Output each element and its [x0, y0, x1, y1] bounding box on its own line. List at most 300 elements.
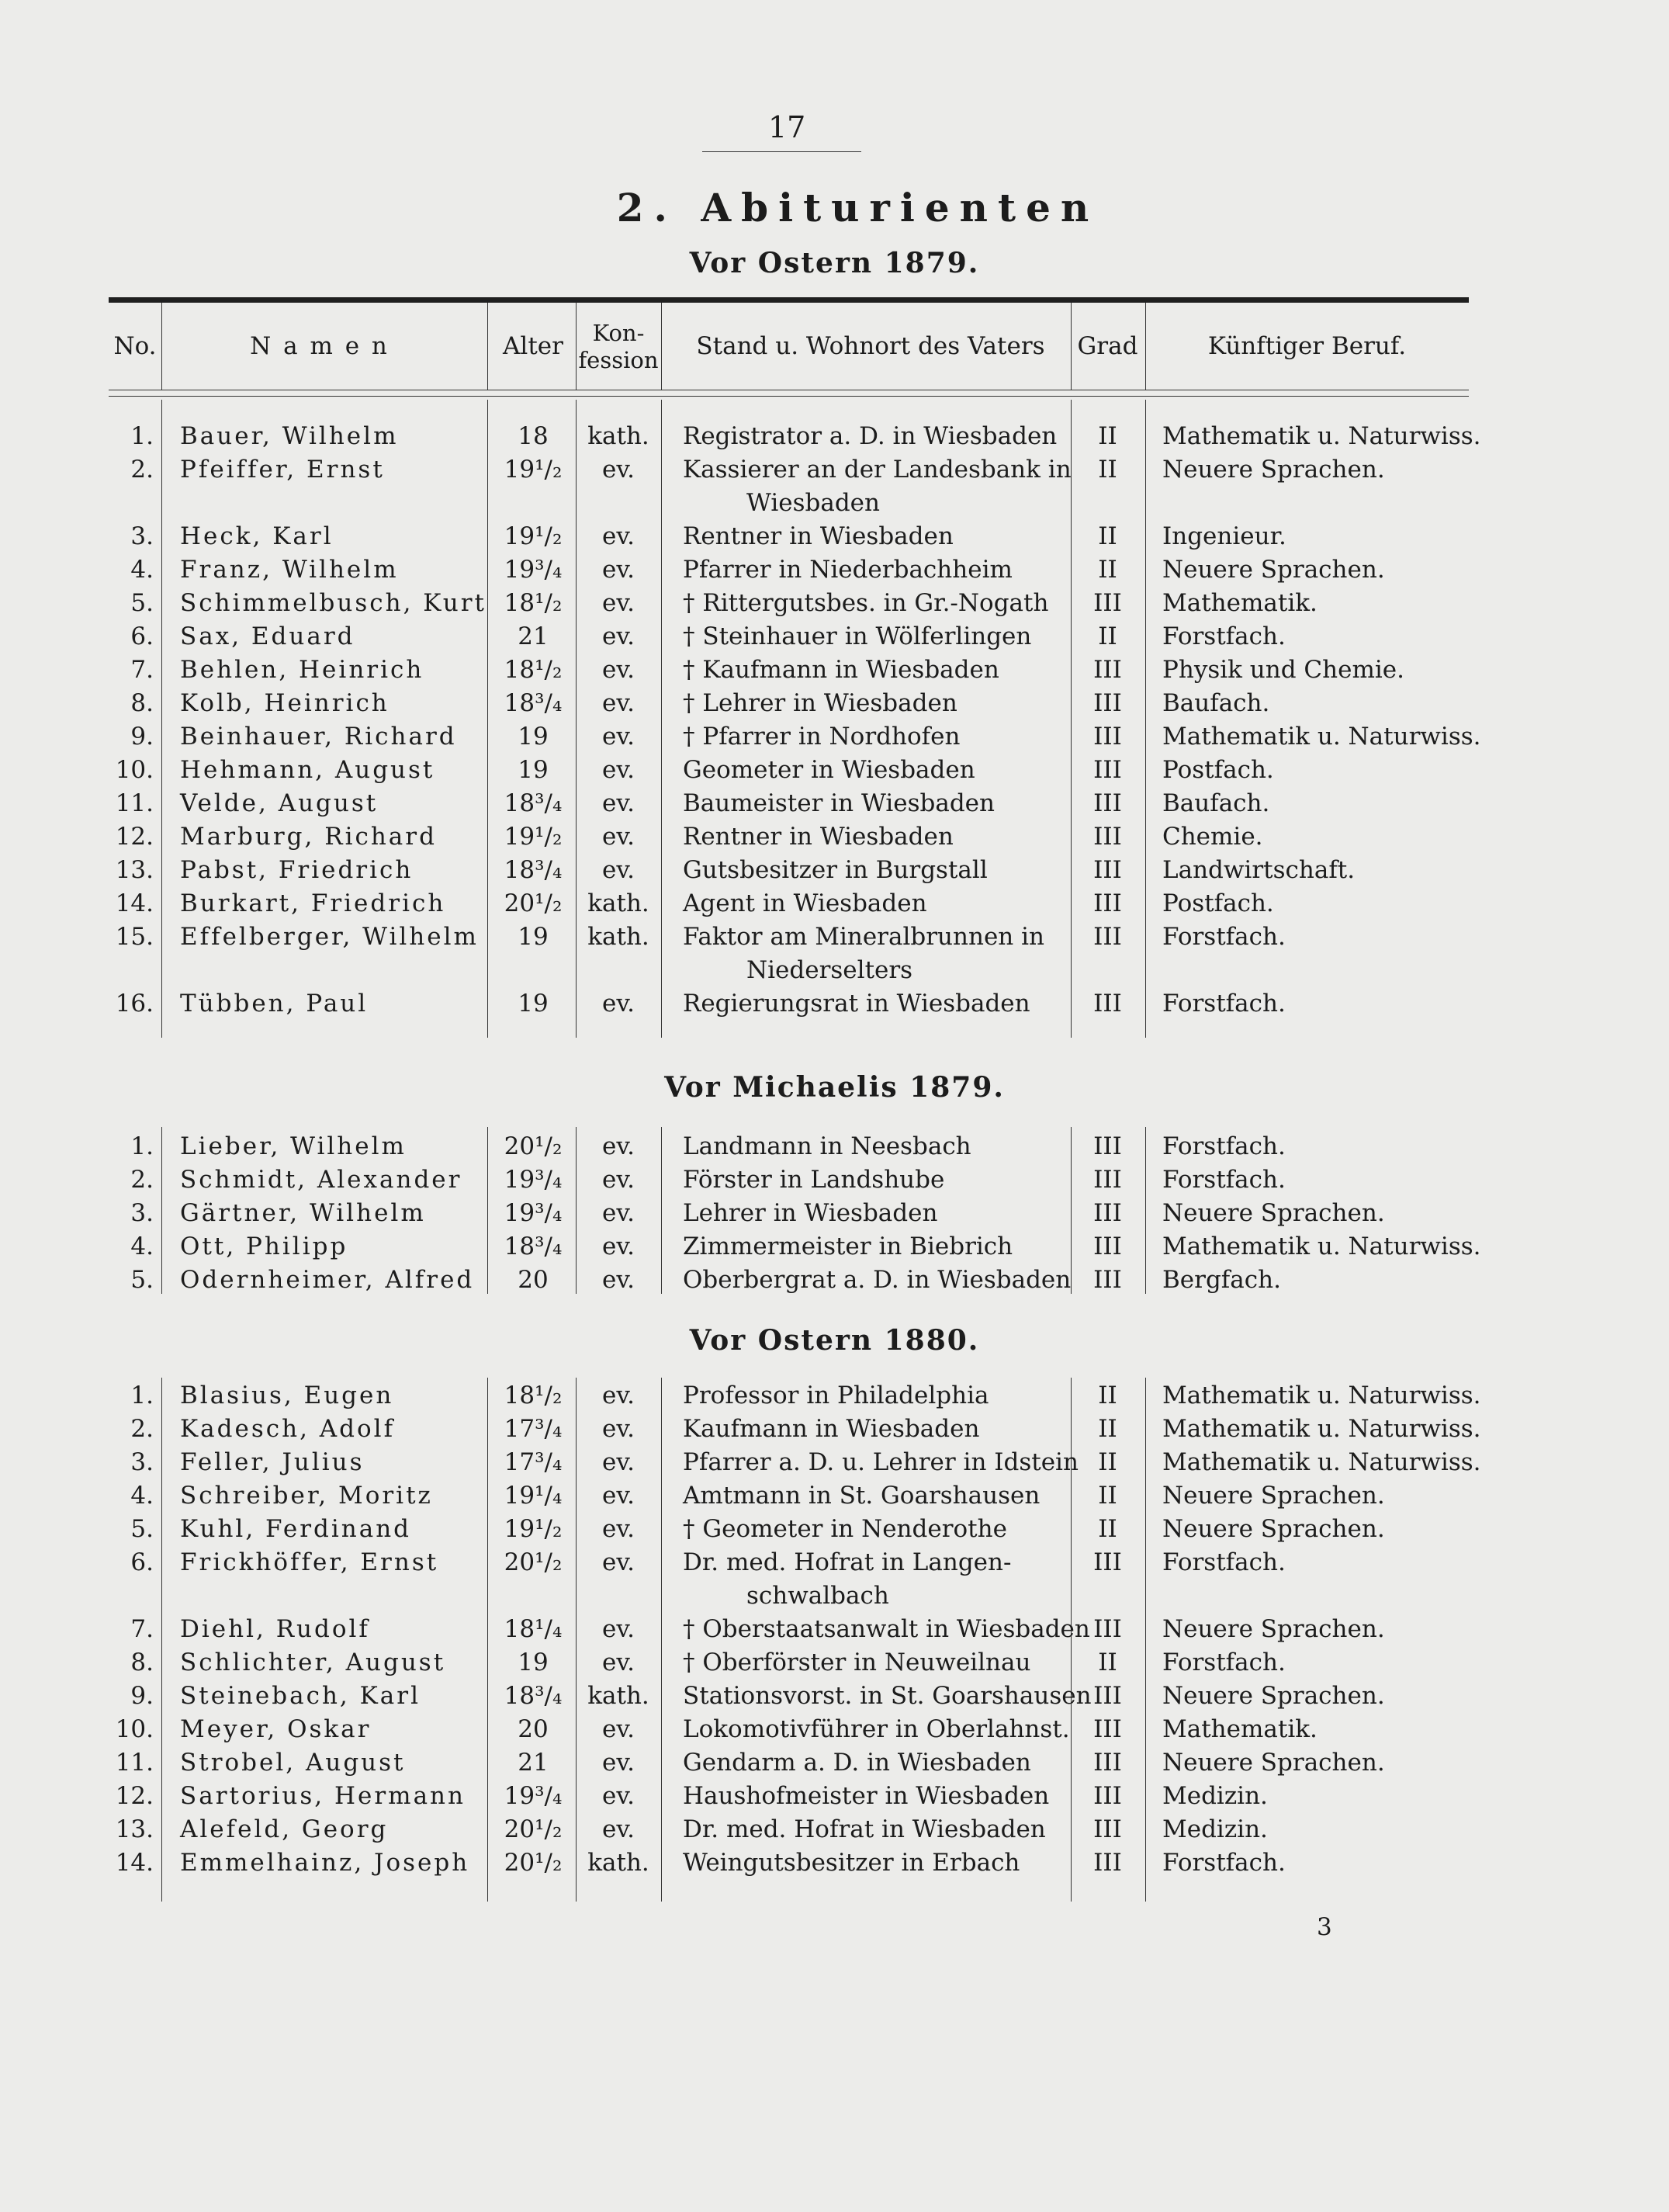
confession: ev. [601, 1132, 635, 1160]
grade: III [1093, 923, 1122, 951]
student-name: Beinhauer, Richard [180, 723, 457, 751]
father-occupation: Registrator a. D. in Wiesbaden [683, 422, 1058, 450]
grade: II [1098, 1415, 1117, 1443]
father-occupation-continued: Niederselters [746, 956, 913, 984]
grade: III [1093, 990, 1122, 1018]
father-occupation: Geometer in Wiesbaden [683, 756, 975, 784]
grade: II [1098, 1649, 1117, 1676]
student-name: Kolb, Heinrich [180, 689, 390, 717]
student-age: 19³/₄ [504, 1782, 563, 1810]
student-age: 19 [518, 1649, 549, 1676]
confession: ev. [601, 656, 635, 684]
father-occupation: Stationsvorst. in St. Goarshausen [683, 1682, 1092, 1710]
row-number: 8. [130, 1649, 154, 1676]
grade: II [1098, 1515, 1117, 1543]
student-name: Sax, Eduard [180, 622, 355, 650]
grade: III [1093, 689, 1122, 717]
student-name: Ott, Philipp [180, 1233, 348, 1260]
student-age: 20 [518, 1715, 549, 1743]
student-name: Heck, Karl [180, 522, 334, 550]
row-number: 5. [130, 589, 154, 617]
grade: III [1093, 1849, 1122, 1877]
father-occupation: † Rittergutsbes. in Gr.-Nogath [683, 589, 1049, 617]
row-number: 6. [130, 622, 154, 650]
confession: ev. [601, 1649, 635, 1676]
student-name: Kuhl, Ferdinand [180, 1515, 412, 1543]
future-profession: Forstfach. [1162, 1649, 1286, 1676]
future-profession: Mathematik. [1162, 1715, 1318, 1743]
table-row [0, 1715, 1669, 1749]
student-name: Lieber, Wilhelm [180, 1132, 407, 1160]
confession: ev. [601, 1382, 635, 1409]
grade: II [1098, 556, 1117, 584]
grade: III [1093, 789, 1122, 817]
father-occupation: † Lehrer in Wiesbaden [683, 689, 957, 717]
confession: ev. [601, 1815, 635, 1843]
student-age: 19¹/₂ [504, 522, 563, 550]
table-row [0, 422, 1669, 456]
row-number: 7. [130, 656, 154, 684]
grade: III [1093, 1166, 1122, 1194]
row-number: 10. [115, 756, 154, 784]
grade: III [1093, 756, 1122, 784]
future-profession: Mathematik u. Naturwiss. [1162, 422, 1481, 450]
father-occupation: Professor in Philadelphia [683, 1382, 989, 1409]
page-number: 17 [768, 110, 806, 144]
student-name: Kadesch, Adolf [180, 1415, 396, 1443]
column-rule [661, 303, 662, 390]
table-row [0, 522, 1669, 556]
confession: ev. [601, 1233, 635, 1260]
future-profession: Forstfach. [1162, 622, 1286, 650]
row-number: 4. [130, 556, 154, 584]
confession: ev. [601, 589, 635, 617]
row-number: 5. [130, 1515, 154, 1543]
future-profession: Landwirtschaft. [1162, 856, 1356, 884]
student-name: Marburg, Richard [180, 823, 437, 851]
father-occupation: Oberbergrat a. D. in Wiesbaden [683, 1266, 1072, 1294]
student-age: 20¹/₂ [504, 889, 563, 917]
future-profession: Neuere Sprachen. [1162, 1515, 1385, 1543]
table-row [0, 889, 1669, 924]
father-occupation: † Pfarrer in Nordhofen [683, 723, 961, 751]
confession: ev. [601, 622, 635, 650]
student-name: Pabst, Friedrich [180, 856, 414, 884]
page-number-rule [702, 151, 861, 152]
table-row [0, 1415, 1669, 1449]
row-number: 3. [130, 1448, 154, 1476]
row-number: 15. [115, 923, 154, 951]
father-occupation: Amtmann in St. Goarshausen [683, 1482, 1041, 1510]
future-profession: Forstfach. [1162, 1548, 1286, 1576]
row-number: 13. [115, 856, 154, 884]
row-number: 11. [115, 1749, 154, 1777]
future-profession: Forstfach. [1162, 1849, 1286, 1877]
table-row [0, 1199, 1669, 1233]
student-age: 19³/₄ [504, 1166, 563, 1194]
table-row [0, 589, 1669, 623]
student-name: Emmelhainz, Joseph [180, 1849, 470, 1877]
row-number: 10. [115, 1715, 154, 1743]
table-row [0, 1782, 1669, 1816]
student-age: 17³/₄ [504, 1415, 563, 1443]
row-number: 5. [130, 1266, 154, 1294]
future-profession: Physik und Chemie. [1162, 656, 1404, 684]
student-age: 18¹/₂ [504, 1382, 563, 1409]
father-occupation: Pfarrer in Niederbachheim [683, 556, 1013, 584]
grade: III [1093, 1233, 1122, 1260]
confession: kath. [587, 923, 649, 951]
confession: ev. [601, 789, 635, 817]
confession: kath. [587, 422, 649, 450]
student-name: Feller, Julius [180, 1448, 365, 1476]
grade: III [1093, 1715, 1122, 1743]
header-stand: Stand u. Wohnort des Vaters [696, 332, 1045, 360]
row-number: 2. [130, 1415, 154, 1443]
table-top-rule [109, 297, 1469, 303]
father-occupation: † Steinhauer in Wölferlingen [683, 622, 1032, 650]
father-occupation: Haushofmeister in Wiesbaden [683, 1782, 1050, 1810]
header-grad: Grad [1077, 332, 1138, 360]
confession: ev. [601, 456, 635, 484]
table-row [0, 1266, 1669, 1300]
father-occupation: Gutsbesitzer in Burgstall [683, 856, 988, 884]
header-name: N a m e n [250, 332, 390, 360]
confession: ev. [601, 1415, 635, 1443]
confession: ev. [601, 1548, 635, 1576]
row-number: 3. [130, 522, 154, 550]
table-row [0, 990, 1669, 1024]
student-name: Frickhöffer, Ernst [180, 1548, 439, 1576]
grade: II [1098, 1382, 1117, 1409]
row-number: 4. [130, 1233, 154, 1260]
column-rule [1145, 303, 1146, 390]
future-profession: Neuere Sprachen. [1162, 556, 1385, 584]
section-title: 2. Abiturienten [616, 185, 1099, 231]
student-age: 18¹/₂ [504, 656, 563, 684]
row-number: 4. [130, 1482, 154, 1510]
table-row [0, 1515, 1669, 1549]
table-row [0, 856, 1669, 890]
student-name: Effelberger, Wilhelm [180, 923, 479, 951]
student-name: Bauer, Wilhelm [180, 422, 399, 450]
confession: ev. [601, 522, 635, 550]
grade: III [1093, 1782, 1122, 1810]
future-profession: Forstfach. [1162, 990, 1286, 1018]
student-name: Diehl, Rudolf [180, 1615, 370, 1643]
future-profession: Forstfach. [1162, 1132, 1286, 1160]
row-number: 14. [115, 1849, 154, 1877]
student-age: 18³/₄ [504, 1233, 563, 1260]
grade: III [1093, 1815, 1122, 1843]
row-number: 1. [130, 1132, 154, 1160]
table-row [0, 923, 1669, 957]
future-profession: Neuere Sprachen. [1162, 456, 1385, 484]
father-occupation: Weingutsbesitzer in Erbach [683, 1849, 1020, 1877]
father-occupation: Faktor am Mineralbrunnen in [683, 923, 1044, 951]
future-profession: Mathematik. [1162, 589, 1318, 617]
future-profession: Mathematik u. Naturwiss. [1162, 723, 1481, 751]
grade: III [1093, 1682, 1122, 1710]
table-row [0, 823, 1669, 857]
future-profession: Forstfach. [1162, 923, 1286, 951]
table-row [0, 1448, 1669, 1482]
confession: ev. [601, 823, 635, 851]
student-name: Blasius, Eugen [180, 1382, 394, 1409]
table-row [0, 789, 1669, 823]
future-profession: Neuere Sprachen. [1162, 1615, 1385, 1643]
future-profession: Mathematik u. Naturwiss. [1162, 1415, 1481, 1443]
row-number: 7. [130, 1615, 154, 1643]
student-name: Schlichter, August [180, 1649, 446, 1676]
row-number: 2. [130, 1166, 154, 1194]
student-name: Schimmelbusch, Kurt [180, 589, 487, 617]
confession: kath. [587, 889, 649, 917]
grade: II [1098, 622, 1117, 650]
student-name: Tübben, Paul [180, 990, 369, 1018]
table-row [0, 1548, 1669, 1583]
table-row [0, 1815, 1669, 1850]
table-row [0, 1132, 1669, 1167]
father-occupation: Kaufmann in Wiesbaden [683, 1415, 980, 1443]
student-age: 20 [518, 1266, 549, 1294]
table-row [0, 456, 1669, 490]
father-occupation: Kassierer an der Landesbank in [683, 456, 1072, 484]
grade: II [1098, 456, 1117, 484]
student-age: 21 [518, 1749, 549, 1777]
future-profession: Mathematik u. Naturwiss. [1162, 1382, 1481, 1409]
future-profession: Baufach. [1162, 689, 1270, 717]
row-number: 1. [130, 422, 154, 450]
student-age: 19 [518, 756, 549, 784]
student-name: Odernheimer, Alfred [180, 1266, 475, 1294]
father-occupation: Dr. med. Hofrat in Wiesbaden [683, 1815, 1046, 1843]
signature-mark: 3 [1317, 1913, 1332, 1941]
student-age: 19¹/₂ [504, 823, 563, 851]
grade: III [1093, 589, 1122, 617]
table-row [0, 1382, 1669, 1416]
student-age: 20¹/₂ [504, 1815, 563, 1843]
table-row [0, 556, 1669, 590]
grade: III [1093, 889, 1122, 917]
student-name: Sartorius, Hermann [180, 1782, 466, 1810]
grade: II [1098, 522, 1117, 550]
row-number: 3. [130, 1199, 154, 1227]
confession: ev. [601, 556, 635, 584]
student-name: Burkart, Friedrich [180, 889, 446, 917]
father-occupation: † Oberförster in Neuweilnau [683, 1649, 1031, 1676]
row-number: 13. [115, 1815, 154, 1843]
table-row [0, 1615, 1669, 1649]
future-profession: Mathematik u. Naturwiss. [1162, 1448, 1481, 1476]
header-alter: Alter [503, 332, 563, 360]
column-rule [161, 303, 162, 390]
table-row [0, 656, 1669, 690]
student-age: 20¹/₂ [504, 1132, 563, 1160]
future-profession: Medizin. [1162, 1782, 1268, 1810]
column-rule [576, 303, 577, 390]
father-occupation: † Oberstaatsanwalt in Wiesbaden [683, 1615, 1090, 1643]
student-age: 17³/₄ [504, 1448, 563, 1476]
table-row [0, 1682, 1669, 1716]
grade: III [1093, 1266, 1122, 1294]
student-age: 19 [518, 990, 549, 1018]
row-number: 11. [115, 789, 154, 817]
future-profession: Chemie. [1162, 823, 1263, 851]
future-profession: Ingenieur. [1162, 522, 1286, 550]
student-age: 20¹/₂ [504, 1548, 563, 1576]
grade: II [1098, 422, 1117, 450]
confession: ev. [601, 1715, 635, 1743]
father-occupation: Regierungsrat in Wiesbaden [683, 990, 1030, 1018]
table-row [0, 1849, 1669, 1883]
student-age: 18 [518, 422, 549, 450]
confession: ev. [601, 990, 635, 1018]
future-profession: Postfach. [1162, 889, 1274, 917]
father-occupation: Baumeister in Wiesbaden [683, 789, 995, 817]
future-profession: Neuere Sprachen. [1162, 1682, 1385, 1710]
future-profession: Mathematik u. Naturwiss. [1162, 1233, 1481, 1260]
father-occupation: Förster in Landshube [683, 1166, 945, 1194]
grade: III [1093, 1749, 1122, 1777]
student-age: 21 [518, 622, 549, 650]
confession: ev. [601, 1782, 635, 1810]
future-profession: Neuere Sprachen. [1162, 1482, 1385, 1510]
student-age: 19³/₄ [504, 1199, 563, 1227]
father-occupation: Dr. med. Hofrat in Langen- [683, 1548, 1012, 1576]
future-profession: Medizin. [1162, 1815, 1268, 1843]
future-profession: Bergfach. [1162, 1266, 1281, 1294]
table-row [0, 1482, 1669, 1516]
student-age: 19 [518, 923, 549, 951]
father-occupation: Pfarrer a. D. u. Lehrer in Idstein [683, 1448, 1079, 1476]
confession: ev. [601, 756, 635, 784]
father-occupation: Lokomotivführer in Oberlahnst. [683, 1715, 1070, 1743]
student-name: Meyer, Oskar [180, 1715, 372, 1743]
student-age: 18³/₄ [504, 1682, 563, 1710]
column-rule [487, 303, 488, 390]
row-number: 14. [115, 889, 154, 917]
confession: ev. [601, 1749, 635, 1777]
row-number: 12. [115, 1782, 154, 1810]
grade: III [1093, 1615, 1122, 1643]
student-age: 18³/₄ [504, 789, 563, 817]
grade: II [1098, 1482, 1117, 1510]
grade: III [1093, 723, 1122, 751]
header-konfession-line1: Kon- [592, 320, 645, 346]
table-row [0, 622, 1669, 657]
grade: II [1098, 1448, 1117, 1476]
father-occupation: † Geometer in Nenderothe [683, 1515, 1007, 1543]
header-beruf: Künftiger Beruf. [1207, 332, 1407, 360]
group-heading: Vor Ostern 1880. [689, 1324, 980, 1357]
student-name: Behlen, Heinrich [180, 656, 424, 684]
father-occupation: Rentner in Wiesbaden [683, 522, 954, 550]
grade: III [1093, 1548, 1122, 1576]
row-number: 1. [130, 1382, 154, 1409]
confession: ev. [601, 689, 635, 717]
student-name: Velde, August [180, 789, 379, 817]
group-heading: Vor Ostern 1879. [689, 247, 980, 279]
father-occupation: † Kaufmann in Wiesbaden [683, 656, 999, 684]
table-row [0, 1233, 1669, 1267]
header-konfession-line2: fession [578, 346, 659, 373]
confession: ev. [601, 723, 635, 751]
future-profession: Neuere Sprachen. [1162, 1199, 1385, 1227]
father-occupation-continued: schwalbach [746, 1582, 889, 1610]
student-name: Franz, Wilhelm [180, 556, 399, 584]
row-number: 6. [130, 1548, 154, 1576]
future-profession: Postfach. [1162, 756, 1274, 784]
confession: ev. [601, 1482, 635, 1510]
student-age: 19³/₄ [504, 556, 563, 584]
row-number: 9. [130, 723, 154, 751]
confession: kath. [587, 1682, 649, 1710]
student-age: 20¹/₂ [504, 1849, 563, 1877]
table-row [0, 723, 1669, 757]
header-no: No. [113, 332, 157, 360]
future-profession: Forstfach. [1162, 1166, 1286, 1194]
student-name: Gärtner, Wilhelm [180, 1199, 426, 1227]
father-occupation: Zimmermeister in Biebrich [683, 1233, 1013, 1260]
row-number: 9. [130, 1682, 154, 1710]
table-row [0, 1649, 1669, 1683]
confession: ev. [601, 1266, 635, 1294]
father-occupation-continued: Wiesbaden [746, 489, 880, 517]
table-row [0, 1166, 1669, 1200]
student-name: Schreiber, Moritz [180, 1482, 433, 1510]
student-name: Pfeiffer, Ernst [180, 456, 385, 484]
grade: III [1093, 856, 1122, 884]
student-name: Schmidt, Alexander [180, 1166, 462, 1194]
future-profession: Neuere Sprachen. [1162, 1749, 1385, 1777]
father-occupation: Lehrer in Wiesbaden [683, 1199, 938, 1227]
student-age: 18³/₄ [504, 689, 563, 717]
student-name: Strobel, August [180, 1749, 406, 1777]
table-row [0, 1749, 1669, 1783]
header-bottom-rule [109, 396, 1469, 397]
group-heading: Vor Michaelis 1879. [664, 1071, 1005, 1104]
student-name: Hehmann, August [180, 756, 435, 784]
confession: ev. [601, 1515, 635, 1543]
table-row [0, 689, 1669, 723]
confession: ev. [601, 856, 635, 884]
student-age: 19¹/₄ [504, 1482, 563, 1510]
confession: ev. [601, 1448, 635, 1476]
confession: ev. [601, 1615, 635, 1643]
grade: III [1093, 1199, 1122, 1227]
father-occupation: Rentner in Wiesbaden [683, 823, 954, 851]
confession: ev. [601, 1199, 635, 1227]
grade: III [1093, 1132, 1122, 1160]
header-konfession [577, 320, 660, 374]
student-name: Alefeld, Georg [180, 1815, 389, 1843]
row-number: 2. [130, 456, 154, 484]
table-row [0, 756, 1669, 790]
student-age: 19 [518, 723, 549, 751]
confession: ev. [601, 1166, 635, 1194]
row-number: 16. [115, 990, 154, 1018]
student-age: 19¹/₂ [504, 1515, 563, 1543]
grade: III [1093, 823, 1122, 851]
student-age: 18¹/₄ [504, 1615, 563, 1643]
column-rule [1071, 303, 1072, 390]
confession: kath. [587, 1849, 649, 1877]
father-occupation: Gendarm a. D. in Wiesbaden [683, 1749, 1031, 1777]
student-age: 18³/₄ [504, 856, 563, 884]
row-number: 12. [115, 823, 154, 851]
row-number: 8. [130, 689, 154, 717]
